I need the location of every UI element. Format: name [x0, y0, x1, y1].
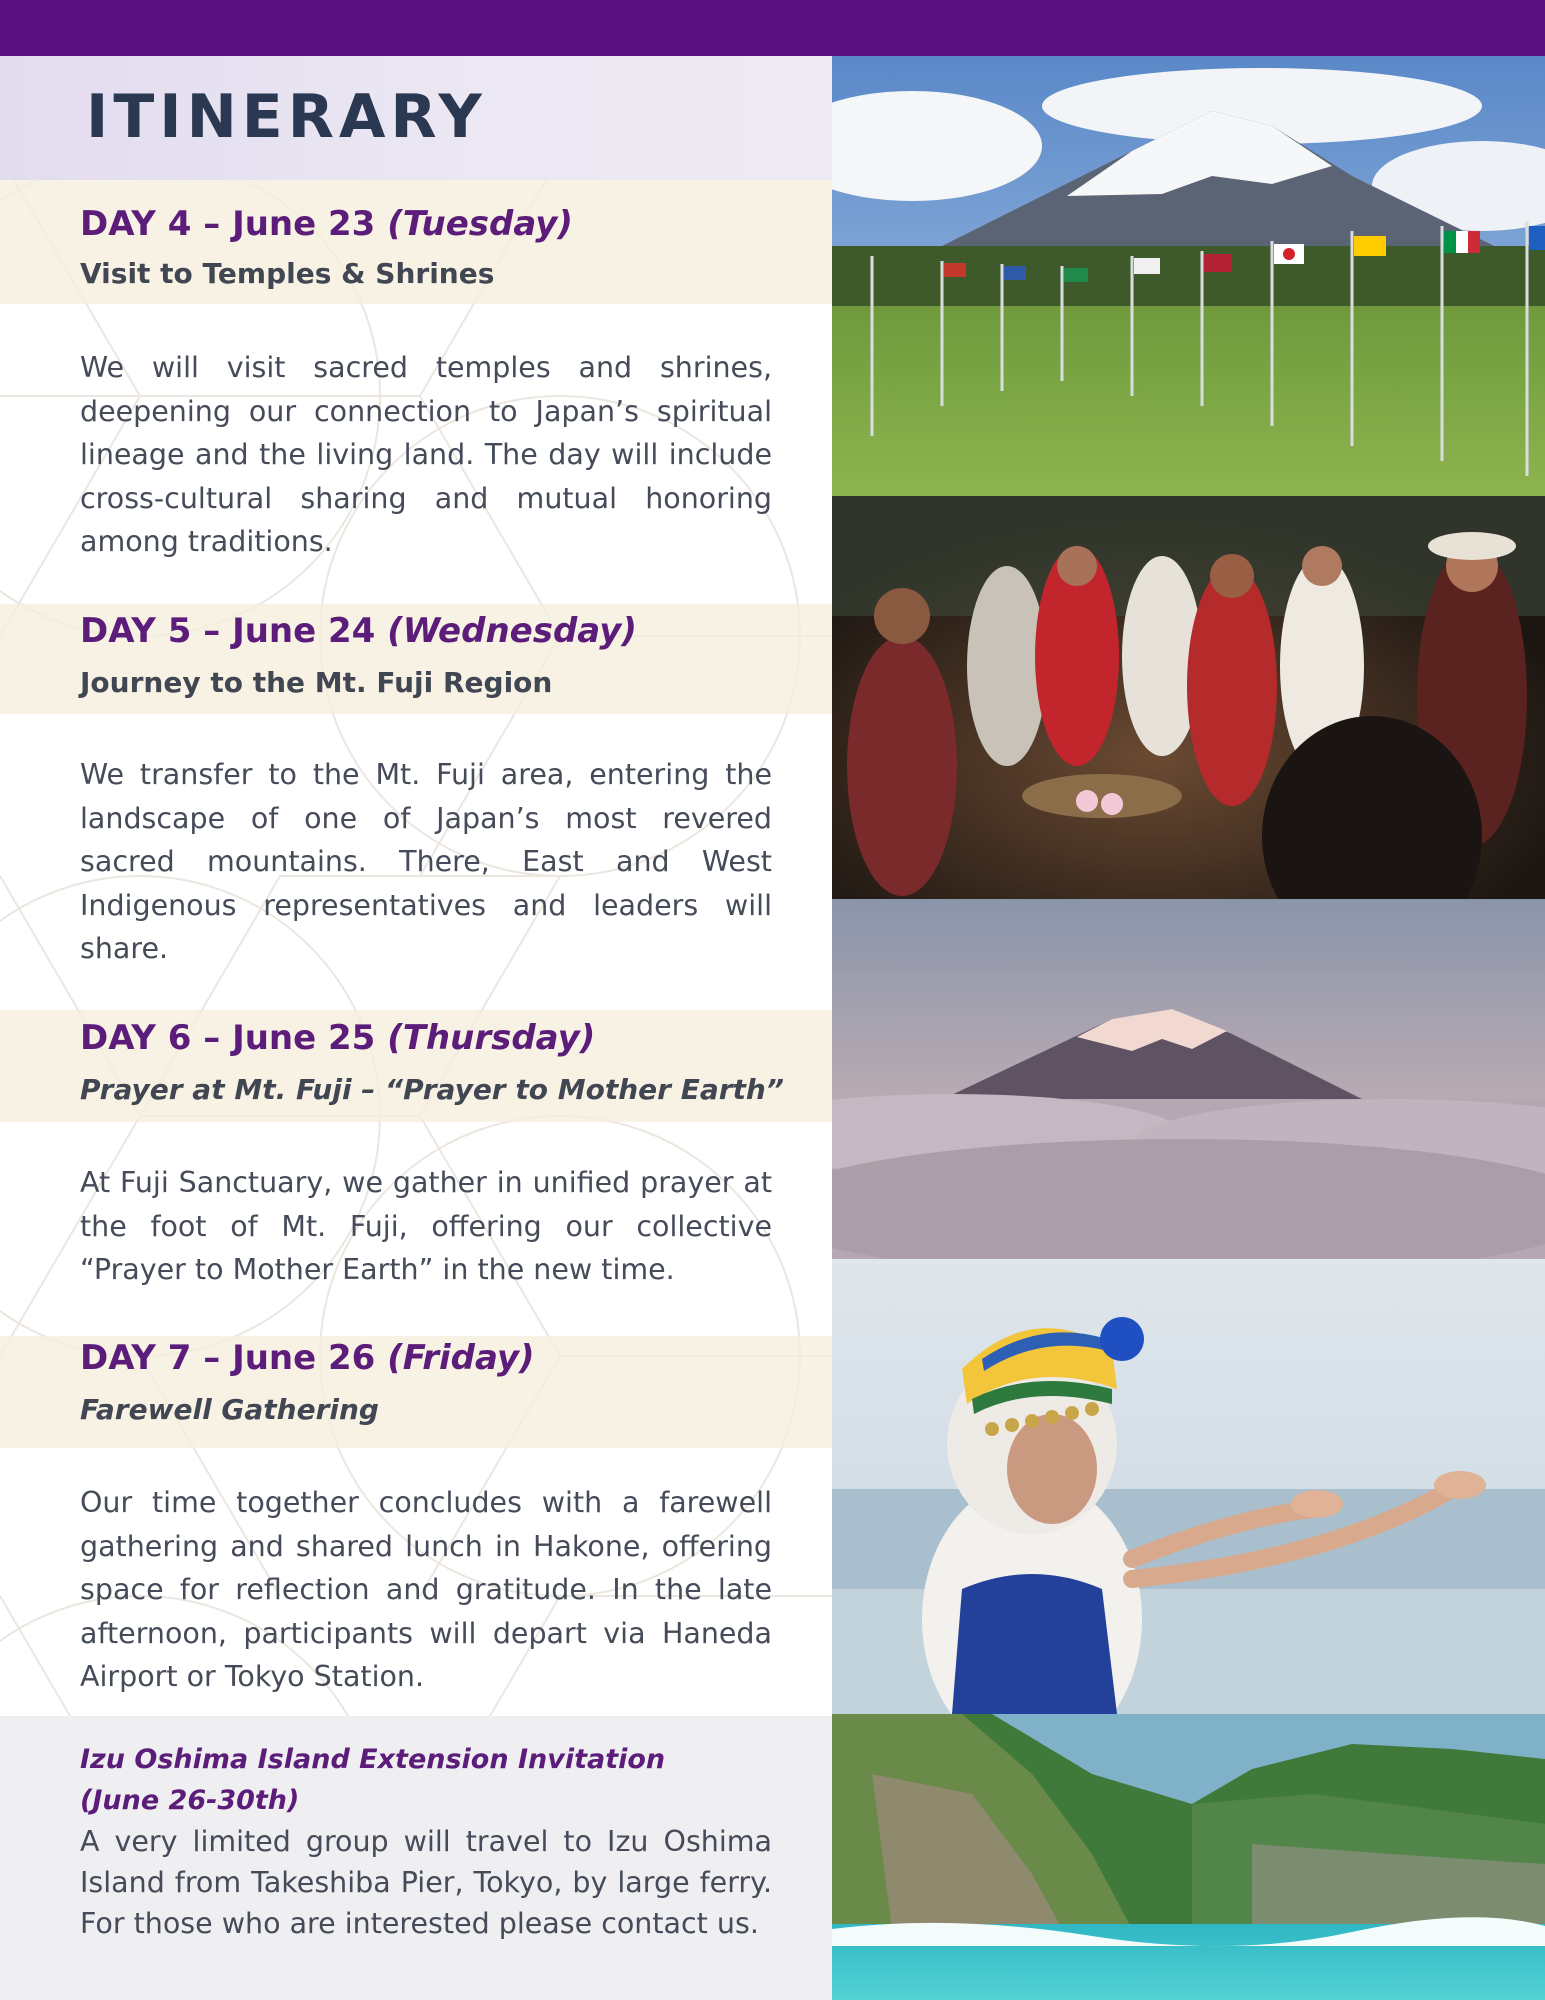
day-7-date: DAY 7 – June 26 — [80, 1338, 376, 1378]
page-title: ITINERARY — [86, 82, 487, 152]
day-7-body: Our time together concludes with a farewell gathering and shared lunch in Hakone, offering space for reflection and gratitude. In the late afternoon, participants will depart via Haneda Airport or Tokyo Station. — [80, 1486, 772, 1693]
woman-in-headdress-praying-by-sea-photo — [832, 1259, 1545, 1714]
day-7-subtitle: Farewell Gathering — [80, 1393, 379, 1426]
day-5-weekday: (Wednesday) — [387, 611, 637, 651]
day-6-heading — [80, 1018, 595, 1058]
day-4-weekday: (Tuesday) — [387, 204, 573, 244]
day-4-heading — [80, 204, 573, 244]
extension-title: Izu Oshima Island Extension Invitation — [80, 1744, 666, 1775]
day-7-heading — [80, 1338, 535, 1378]
itinerary-column — [0, 56, 832, 2000]
green-island-cliffs-and-turquoise-sea-photo — [832, 1714, 1545, 2000]
day-7-weekday: (Friday) — [387, 1338, 535, 1378]
extension-dates: (June 26-30th) — [80, 1785, 300, 1816]
day-4-subtitle: Visit to Temples & Shrines — [80, 257, 495, 290]
day-4-body: We will visit sacred temples and shrines, deepening our connection to Japan’s spiritual lineage and the living land. The day will include cross-cultural sharing and mutual honoring among traditions. — [80, 351, 772, 558]
day-6-date: DAY 6 – June 25 — [80, 1018, 376, 1058]
day-6-weekday: (Thursday) — [387, 1018, 596, 1058]
mount-fuji-with-world-flags-photo — [832, 56, 1545, 496]
day-5-subtitle: Journey to the Mt. Fuji Region — [80, 666, 553, 699]
day-5-body: We transfer to the Mt. Fuji area, entering the landscape of one of Japan’s most revered sacred mountains. There, East and West Indigenous representatives and leaders will share. — [80, 758, 772, 965]
day-4-date: DAY 4 – June 23 — [80, 204, 376, 244]
header-bar — [0, 0, 1545, 56]
day-5-date: DAY 5 – June 24 — [80, 611, 376, 651]
title-band — [0, 56, 832, 180]
indigenous-ceremony-circle-photo — [832, 496, 1545, 899]
day-6-body: At Fuji Sanctuary, we gather in unified prayer at the foot of Mt. Fuji, offering our collective “Prayer to Mother Earth” in the new time. — [80, 1166, 772, 1286]
day-6-subtitle: Prayer at Mt. Fuji – “Prayer to Mother Earth” — [80, 1073, 784, 1106]
mount-fuji-above-clouds-photo — [832, 899, 1545, 1259]
day-5-heading — [80, 611, 637, 651]
extension-body: A very limited group will travel to Izu Oshima Island from Takeshiba Pier, Tokyo, by large ferry. For those who are interested please contact us. — [80, 1825, 772, 1940]
